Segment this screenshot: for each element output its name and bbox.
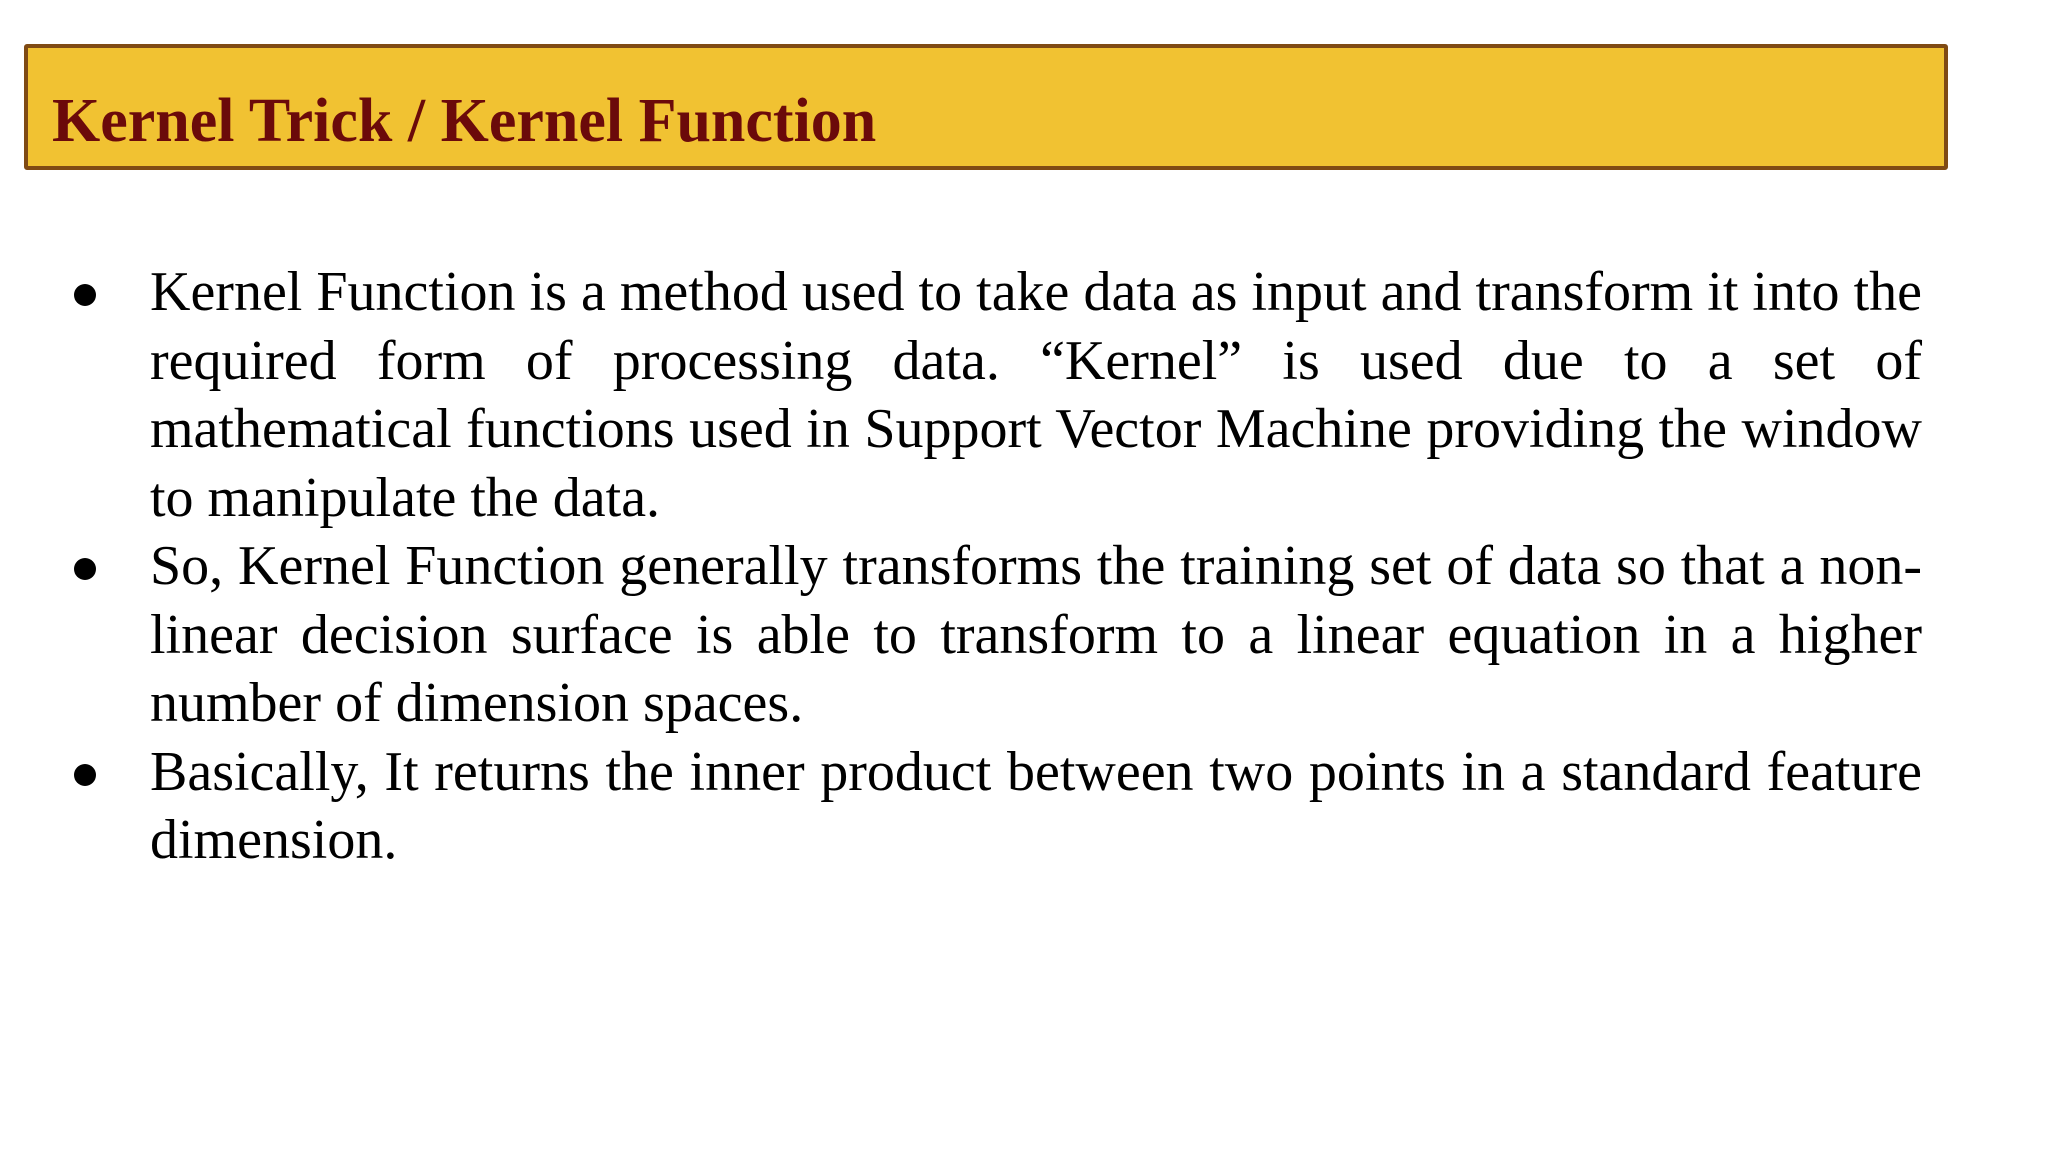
title-bar bbox=[24, 44, 1948, 170]
bullet-dot-icon bbox=[74, 284, 96, 306]
bullet-text: Kernel Function is a method used to take data as input and transform it into the required form of processing data. “Kernel” is used due to a set of mathematical functions used in Support Vector Machine providing the window to manipulate the data. bbox=[150, 261, 1922, 529]
slide-title: Kernel Trick / Kernel Function bbox=[52, 87, 877, 155]
bullet-text: Basically, It returns the inner product between two points in a standard feature dimension. bbox=[150, 740, 1922, 871]
bullet-item bbox=[0, 532, 2048, 738]
bullet-dot-icon bbox=[74, 558, 96, 580]
bullet-list bbox=[0, 258, 2048, 875]
bullet-item bbox=[0, 258, 2048, 532]
bullet-text: So, Kernel Function generally transforms the training set of data so that a non-linear decision surface is able to transform to a linear equation in a higher number of dimension spaces. bbox=[150, 535, 1922, 734]
bullet-dot-icon bbox=[74, 764, 96, 786]
bullet-item bbox=[0, 738, 2048, 875]
